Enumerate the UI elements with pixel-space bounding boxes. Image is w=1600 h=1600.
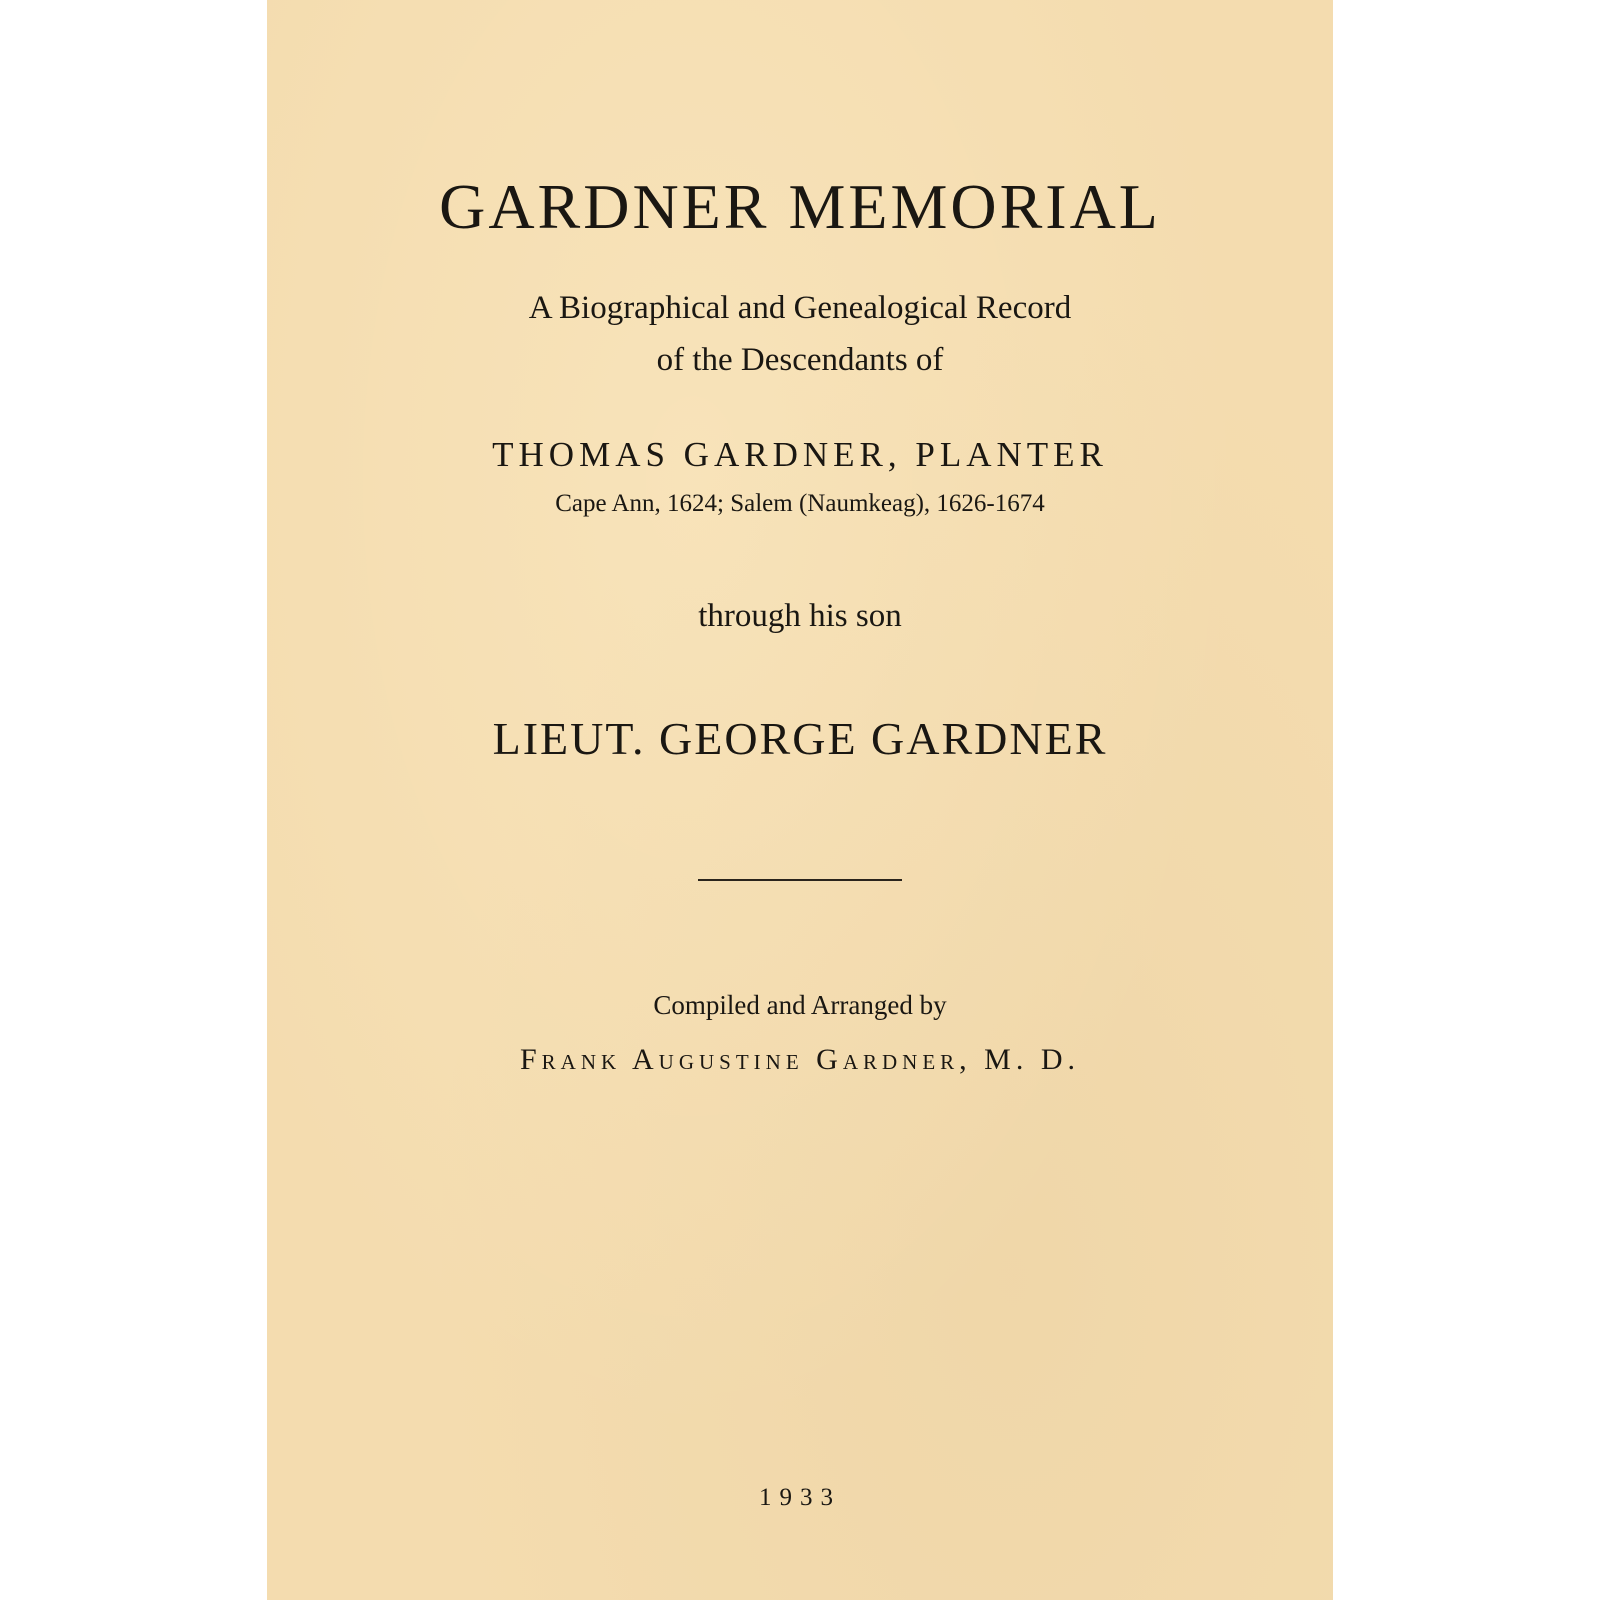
title-page	[267, 0, 1333, 1600]
divider-rule	[698, 879, 902, 881]
book-title: GARDNER MEMORIAL	[439, 171, 1161, 242]
author-name: Frank Augustine Gardner, M. D.	[519, 1043, 1081, 1076]
subtitle-line-2: of the Descendants of	[656, 342, 944, 378]
publication-year: 1933	[759, 1484, 841, 1511]
ancestor-places: Cape Ann, 1624; Salem (Naumkeag), 1626-1674	[555, 490, 1045, 517]
ancestor-name: THOMAS GARDNER, PLANTER	[492, 435, 1108, 474]
through-text: through his son	[698, 598, 902, 634]
son-name: LIEUT. GEORGE GARDNER	[492, 713, 1108, 764]
subtitle-line-1: A Biographical and Genealogical Record	[528, 290, 1072, 326]
compiled-by-label: Compiled and Arranged by	[653, 990, 947, 1020]
